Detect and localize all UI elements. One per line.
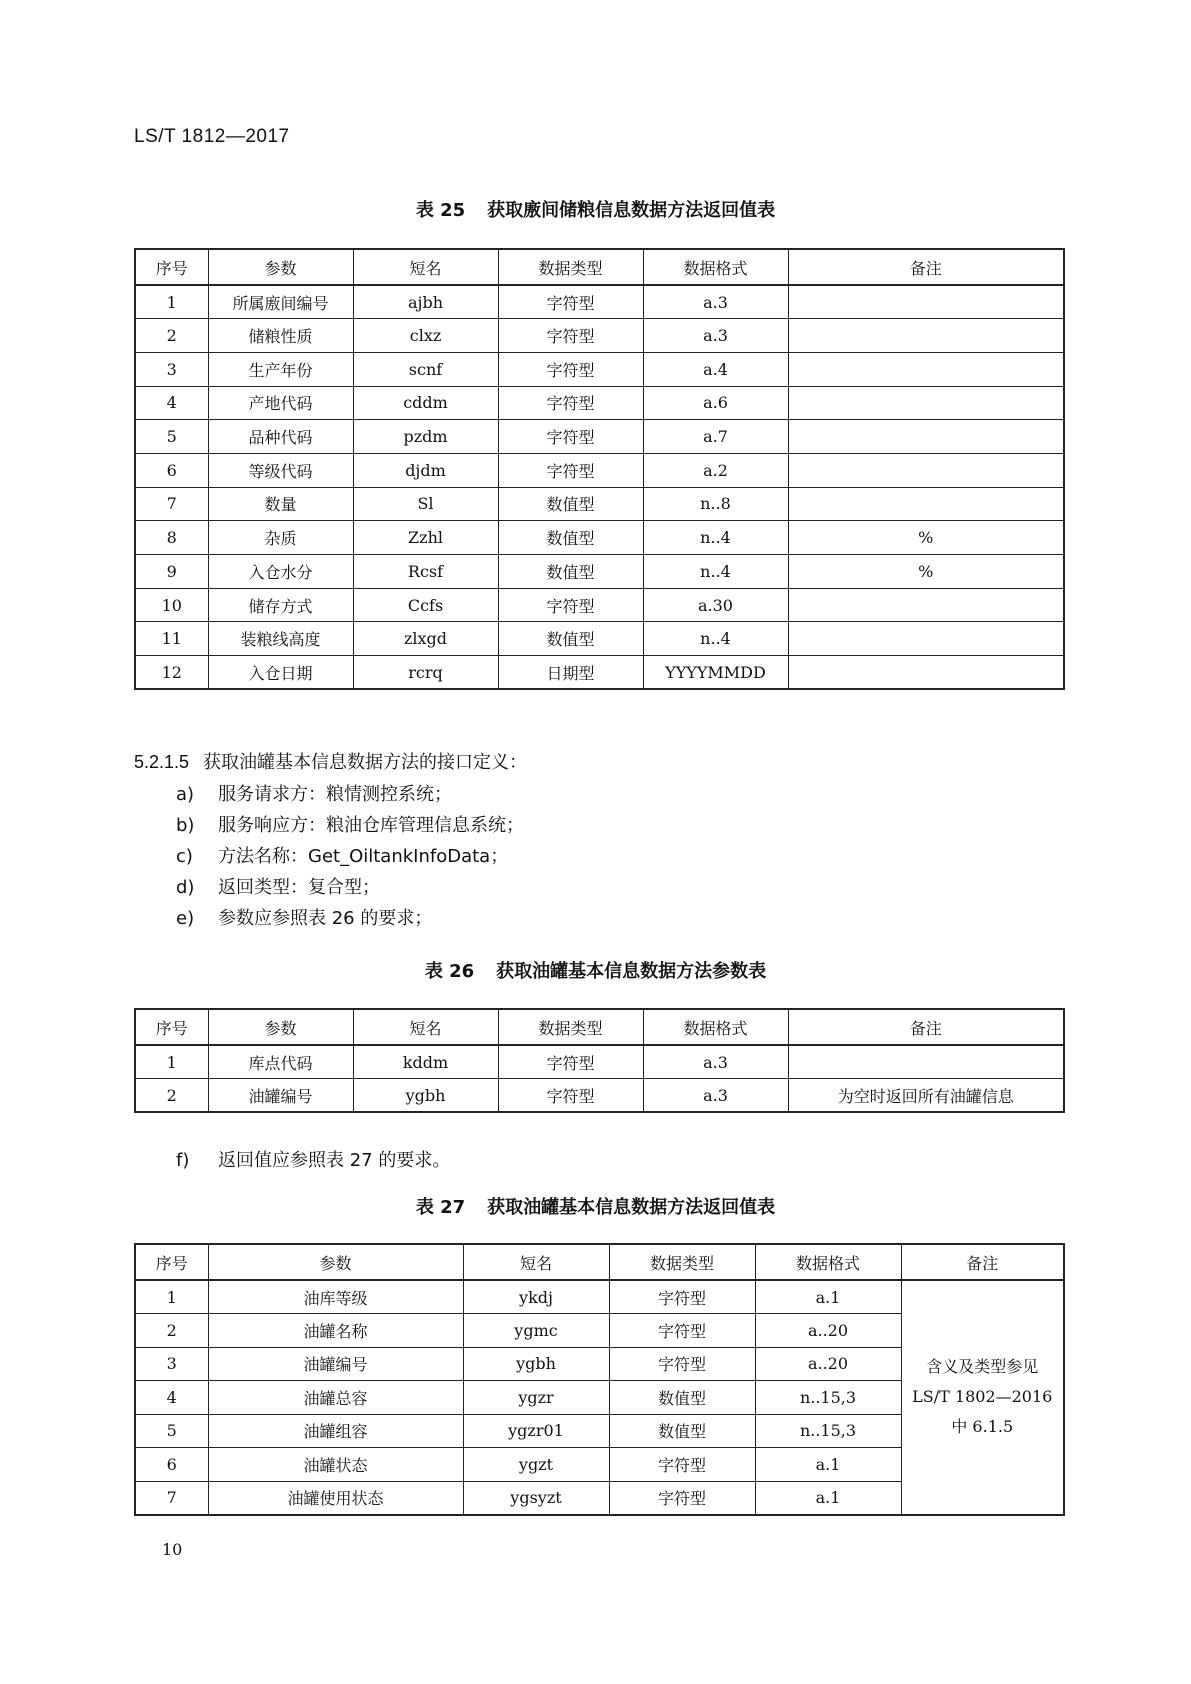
cell-data-format: a..20 <box>755 1314 901 1348</box>
cell-data-type: 字符型 <box>498 352 643 386</box>
cell-seq: 2 <box>135 1079 208 1113</box>
table-row <box>135 386 1064 420</box>
cell-data-format: a.1 <box>755 1280 901 1314</box>
cell-param: 生产年份 <box>208 352 353 386</box>
cell-data-type: 字符型 <box>498 420 643 454</box>
header-short-name: 短名 <box>353 249 498 285</box>
cell-data-type: 日期型 <box>498 656 643 690</box>
cell-param: 产地代码 <box>208 386 353 420</box>
remark-line: 中 6.1.5 <box>951 1417 1014 1437</box>
list-marker: c) <box>176 846 193 867</box>
header-data-type: 数据类型 <box>609 1244 755 1280</box>
list-marker: d) <box>176 877 195 898</box>
list-item <box>176 842 508 868</box>
cell-param: 等级代码 <box>208 453 353 487</box>
header-seq: 序号 <box>135 1009 208 1045</box>
table-row <box>135 1045 1064 1079</box>
cell-short-name: zlxgd <box>353 622 498 656</box>
cell-remark <box>788 1045 1064 1079</box>
header-param: 参数 <box>208 249 353 285</box>
list-text: 参数应参照表 26 的要求； <box>218 908 433 929</box>
remark-line: 含义及类型参见 <box>926 1357 1039 1377</box>
cell-seq: 1 <box>135 1045 208 1079</box>
cell-data-type: 数值型 <box>498 521 643 555</box>
cell-data-format: a.3 <box>643 1045 788 1079</box>
list-marker: e) <box>176 908 195 929</box>
table-row <box>135 352 1064 386</box>
cell-data-type: 数值型 <box>498 487 643 521</box>
table-row <box>135 285 1064 319</box>
cell-param: 储存方式 <box>208 588 353 622</box>
table-row <box>135 1280 1064 1314</box>
cell-data-format: YYYYMMDD <box>643 656 788 690</box>
table-row <box>135 487 1064 521</box>
cell-remark <box>788 622 1064 656</box>
cell-data-type: 数值型 <box>498 555 643 589</box>
table-row <box>135 521 1064 555</box>
table-row <box>135 622 1064 656</box>
table27 <box>134 1243 1065 1516</box>
cell-seq: 10 <box>135 588 208 622</box>
cell-data-type: 字符型 <box>498 1045 643 1079</box>
cell-data-format: a.2 <box>643 453 788 487</box>
header-data-format: 数据格式 <box>643 249 788 285</box>
cell-param: 库点代码 <box>208 1045 353 1079</box>
cell-remark <box>788 319 1064 353</box>
cell-short-name: ygmc <box>463 1314 609 1348</box>
cell-data-type: 字符型 <box>498 319 643 353</box>
cell-seq: 3 <box>135 352 208 386</box>
cell-data-format: a.4 <box>643 352 788 386</box>
cell-short-name: cddm <box>353 386 498 420</box>
header-data-format: 数据格式 <box>755 1244 901 1280</box>
table26 <box>134 1008 1065 1113</box>
cell-data-format: a.1 <box>755 1448 901 1482</box>
cell-data-format: n..4 <box>643 555 788 589</box>
cell-short-name: kddm <box>353 1045 498 1079</box>
list-text: 服务响应方：粮油仓库管理信息系统； <box>218 815 524 836</box>
cell-short-name: pzdm <box>353 420 498 454</box>
header-param: 参数 <box>208 1244 463 1280</box>
cell-seq: 11 <box>135 622 208 656</box>
cell-data-format: a.30 <box>643 588 788 622</box>
cell-param: 油罐名称 <box>208 1314 463 1348</box>
header-remark: 备注 <box>788 1009 1064 1045</box>
cell-data-format: a.3 <box>643 285 788 319</box>
table26-title: 获取油罐基本信息数据方法参数表 <box>496 961 767 982</box>
cell-seq: 2 <box>135 1314 208 1348</box>
cell-short-name: Sl <box>353 487 498 521</box>
cell-data-type: 数值型 <box>498 622 643 656</box>
cell-remark <box>788 588 1064 622</box>
cell-remark: % <box>788 555 1064 589</box>
cell-short-name: ajbh <box>353 285 498 319</box>
cell-seq: 6 <box>135 453 208 487</box>
header-short-name: 短名 <box>353 1009 498 1045</box>
cell-param: 品种代码 <box>208 420 353 454</box>
cell-short-name: rcrq <box>353 656 498 690</box>
list-item <box>176 780 452 806</box>
table25-number: 表 25 <box>415 200 466 221</box>
cell-data-type: 字符型 <box>498 285 643 319</box>
table-row <box>135 656 1064 690</box>
cell-seq: 7 <box>135 487 208 521</box>
header-data-format: 数据格式 <box>643 1009 788 1045</box>
list-text: 返回值应参照表 27 的要求。 <box>218 1150 451 1171</box>
cell-remark <box>788 453 1064 487</box>
cell-data-format: n..15,3 <box>755 1414 901 1448</box>
clause-heading <box>134 748 527 774</box>
cell-param: 油罐编号 <box>208 1079 353 1113</box>
list-item <box>176 904 432 930</box>
cell-data-format: n..8 <box>643 487 788 521</box>
cell-data-format: n..15,3 <box>755 1381 901 1415</box>
cell-seq: 2 <box>135 319 208 353</box>
cell-data-format: a.6 <box>643 386 788 420</box>
cell-param: 油罐状态 <box>208 1448 463 1482</box>
cell-param: 油罐组容 <box>208 1414 463 1448</box>
cell-remark <box>788 386 1064 420</box>
cell-data-format: a.7 <box>643 420 788 454</box>
cell-data-type: 字符型 <box>609 1280 755 1314</box>
table26-caption <box>0 957 1191 983</box>
cell-data-type: 字符型 <box>609 1448 755 1482</box>
header-remark: 备注 <box>788 249 1064 285</box>
cell-short-name: ykdj <box>463 1280 609 1314</box>
cell-data-format: n..4 <box>643 521 788 555</box>
cell-short-name: scnf <box>353 352 498 386</box>
cell-data-type: 数值型 <box>609 1414 755 1448</box>
cell-data-type: 字符型 <box>498 453 643 487</box>
cell-data-format: a.1 <box>755 1481 901 1515</box>
header-param: 参数 <box>208 1009 353 1045</box>
cell-seq: 5 <box>135 1414 208 1448</box>
header-short-name: 短名 <box>463 1244 609 1280</box>
cell-param: 入仓水分 <box>208 555 353 589</box>
cell-seq: 8 <box>135 521 208 555</box>
cell-data-format: n..4 <box>643 622 788 656</box>
cell-data-type: 字符型 <box>609 1481 755 1515</box>
cell-seq: 1 <box>135 285 208 319</box>
cell-short-name: ygzr01 <box>463 1414 609 1448</box>
list-text: 服务请求方：粮情测控系统； <box>218 784 452 805</box>
header-seq: 序号 <box>135 249 208 285</box>
table26-number: 表 26 <box>424 961 475 982</box>
header-seq: 序号 <box>135 1244 208 1280</box>
table27-caption <box>0 1193 1191 1219</box>
cell-param: 杂质 <box>208 521 353 555</box>
table25 <box>134 248 1065 690</box>
cell-short-name: clxz <box>353 319 498 353</box>
cell-remark: % <box>788 521 1064 555</box>
cell-param: 油库等级 <box>208 1280 463 1314</box>
cell-data-type: 字符型 <box>498 588 643 622</box>
cell-seq: 7 <box>135 1481 208 1515</box>
cell-param: 入仓日期 <box>208 656 353 690</box>
cell-param: 油罐编号 <box>208 1347 463 1381</box>
list-item-f <box>176 1146 450 1172</box>
cell-seq: 9 <box>135 555 208 589</box>
table25-title: 获取廒间储粮信息数据方法返回值表 <box>487 200 776 221</box>
cell-seq: 4 <box>135 386 208 420</box>
cell-data-type: 字符型 <box>609 1314 755 1348</box>
list-text: 方法名称：Get_OiltankInfoData； <box>218 846 509 867</box>
cell-short-name: ygsyzt <box>463 1481 609 1515</box>
cell-short-name: Rcsf <box>353 555 498 589</box>
table-row <box>135 319 1064 353</box>
cell-seq: 5 <box>135 420 208 454</box>
cell-param: 储粮性质 <box>208 319 353 353</box>
cell-short-name: ygbh <box>353 1079 498 1113</box>
list-text: 返回类型：复合型； <box>218 877 380 898</box>
page-number: 10 <box>162 1540 183 1559</box>
standard-code: LS/T 1812—2017 <box>134 126 290 147</box>
table-row <box>135 1079 1064 1113</box>
header-data-type: 数据类型 <box>498 249 643 285</box>
cell-data-format: a.3 <box>643 1079 788 1113</box>
cell-remark <box>788 487 1064 521</box>
table25-caption <box>0 196 1191 222</box>
cell-data-format: a.3 <box>643 319 788 353</box>
cell-short-name: ygzt <box>463 1448 609 1482</box>
header-data-type: 数据类型 <box>498 1009 643 1045</box>
cell-param: 所属廒间编号 <box>208 285 353 319</box>
table-row <box>135 420 1064 454</box>
cell-param: 油罐使用状态 <box>208 1481 463 1515</box>
cell-remark <box>788 285 1064 319</box>
cell-remark <box>788 656 1064 690</box>
table-row <box>135 453 1064 487</box>
cell-data-format: a..20 <box>755 1347 901 1381</box>
header-remark: 备注 <box>901 1244 1064 1280</box>
cell-seq: 4 <box>135 1381 208 1415</box>
remark-line: LS/T 1802—2016 <box>912 1387 1053 1407</box>
cell-remark-merged <box>901 1280 1064 1515</box>
cell-short-name: Ccfs <box>353 588 498 622</box>
clause-number: 5.2.1.5 <box>134 752 190 772</box>
cell-data-type: 字符型 <box>498 386 643 420</box>
cell-remark <box>788 352 1064 386</box>
cell-param: 数量 <box>208 487 353 521</box>
cell-remark: 为空时返回所有油罐信息 <box>788 1079 1064 1113</box>
cell-param: 装粮线高度 <box>208 622 353 656</box>
cell-data-type: 字符型 <box>609 1347 755 1381</box>
cell-short-name: Zzhl <box>353 521 498 555</box>
cell-short-name: ygbh <box>463 1347 609 1381</box>
table27-number: 表 27 <box>415 1197 466 1218</box>
cell-remark <box>788 420 1064 454</box>
cell-seq: 1 <box>135 1280 208 1314</box>
list-item <box>176 811 524 837</box>
table-row <box>135 588 1064 622</box>
cell-data-type: 字符型 <box>498 1079 643 1113</box>
clause-title: 获取油罐基本信息数据方法的接口定义： <box>203 752 528 773</box>
cell-short-name: djdm <box>353 453 498 487</box>
table27-title: 获取油罐基本信息数据方法返回值表 <box>487 1197 776 1218</box>
cell-data-type: 数值型 <box>609 1381 755 1415</box>
list-marker: f) <box>176 1150 190 1171</box>
cell-seq: 3 <box>135 1347 208 1381</box>
cell-seq: 6 <box>135 1448 208 1482</box>
list-item <box>176 873 380 899</box>
table-row <box>135 555 1064 589</box>
cell-seq: 12 <box>135 656 208 690</box>
cell-param: 油罐总容 <box>208 1381 463 1415</box>
list-marker: a) <box>176 784 195 805</box>
cell-short-name: ygzr <box>463 1381 609 1415</box>
list-marker: b) <box>176 815 195 836</box>
